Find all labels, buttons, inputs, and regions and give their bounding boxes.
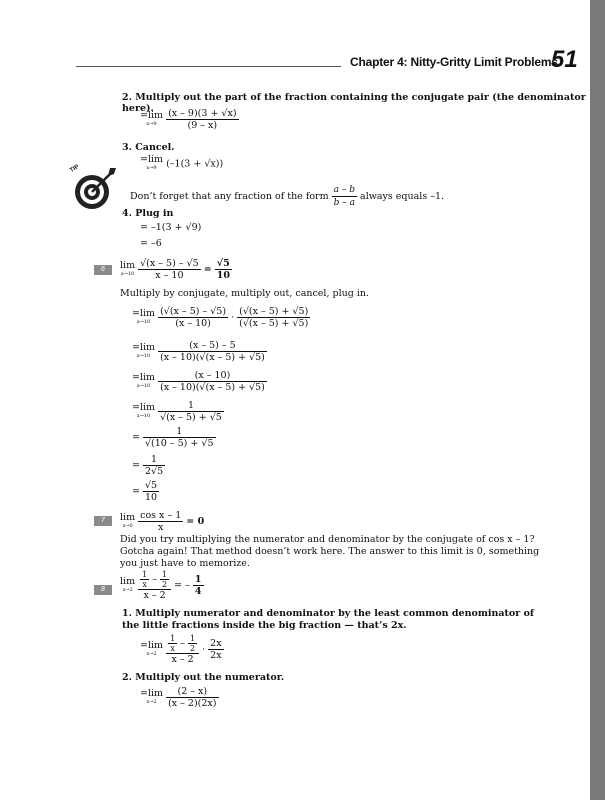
header-rule xyxy=(76,66,341,67)
p6-line-7: = $\frac{√5}{10}$ xyxy=(132,480,158,503)
p6-line-6: = $\frac{1}{2√5}$ xyxy=(132,454,164,477)
step-2-heading: 2. Multiply out the part of the fraction containing the conjugate pair (the denominator here). xyxy=(122,92,586,114)
tip-text: Don’t forget that any fraction of the form $\frac{a - b}{b - a}$ always equals –1. xyxy=(130,185,445,208)
step-3-math: =lim x→9 (–1(3 + √x)) xyxy=(140,154,224,171)
step-2-math: =lim x→9 $\frac{(x - 9)(3 + √x)}{(9 - x)}$ xyxy=(140,108,237,131)
step-4-heading: 4. Plug in xyxy=(122,208,174,219)
page-number: 51 xyxy=(551,46,578,73)
problem-7-explanation: Did you try multiplying the numerator and denominator by the conjugate of cos x – 1? Gotcha again! That method doesn’t work here. The answer to this limit is 0, something you just have to memorize. xyxy=(120,534,540,569)
problem-8-step-1: 1. Multiply numerator and denominator by the least common denominator of the little fractions inside the big fraction — that’s 2x. xyxy=(122,608,535,631)
p8-line-1: =lim x→2 $\frac{1}{x}$ – $\frac{1}{2}$ x – 2 · $\frac{2x}{2x}$ xyxy=(140,634,222,665)
problem-6-badge: 6 xyxy=(94,265,112,275)
p6-line-1: =lim x→10 $\frac{(√(x - 5) - √5)}{(x - 10)}$ · $\frac{(√(x - 5) + √5)}{(√(x - 5) + √5)}$ xyxy=(132,306,309,329)
problem-8-statement: lim x→2 $\frac{1}{x}$ – $\frac{1}{2}$ x – 2 = – $\frac{1}{4}$ xyxy=(120,570,202,601)
p6-line-4: =lim x→10 $\frac{1}{√(x - 5) + √5}$ xyxy=(132,400,222,423)
p6-line-3: =lim x→10 $\frac{(x - 10)}{(x - 10)(√(x - 5) + √5)}$ xyxy=(132,370,265,393)
problem-6-statement: lim x→10 $\frac{√(x - 5) - √5}{x - 10}$ = $\frac{√5}{10}$ xyxy=(120,258,230,281)
tip-label: TIP xyxy=(69,164,81,174)
page-edge-bar xyxy=(590,0,605,800)
problem-7-statement: lim x→0 $\frac{\text{cos x – 1}}{x}$ = 0 xyxy=(120,510,205,533)
problem-7-badge: 7 xyxy=(94,516,112,526)
p6-line-2: =lim x→10 $\frac{(x - 5) - 5}{(x - 10)(√(x - 5) + √5)}$ xyxy=(132,340,265,363)
problem-6-explanation: Multiply by conjugate, multiply out, cancel, plug in. xyxy=(120,288,370,299)
p6-line-5: = $\frac{1}{√(10 - 5) + √5}$ xyxy=(132,426,214,449)
problem-8-badge: 8 xyxy=(94,585,112,595)
problem-8-step-2: 2. Multiply out the numerator. xyxy=(122,672,285,683)
step-3-heading: 3. Cancel. xyxy=(122,142,175,153)
tip-target-icon xyxy=(70,164,120,214)
step-4-line-1: = –1(3 + √9) xyxy=(140,222,202,233)
chapter-title: Chapter 4: Nitty-Gritty Limit Problems xyxy=(350,55,558,69)
step-4-line-2: = –6 xyxy=(140,238,162,249)
p8-line-2: =lim x→2 $\frac{(2 - x)}{(x - 2)(2x)}$ xyxy=(140,686,217,709)
